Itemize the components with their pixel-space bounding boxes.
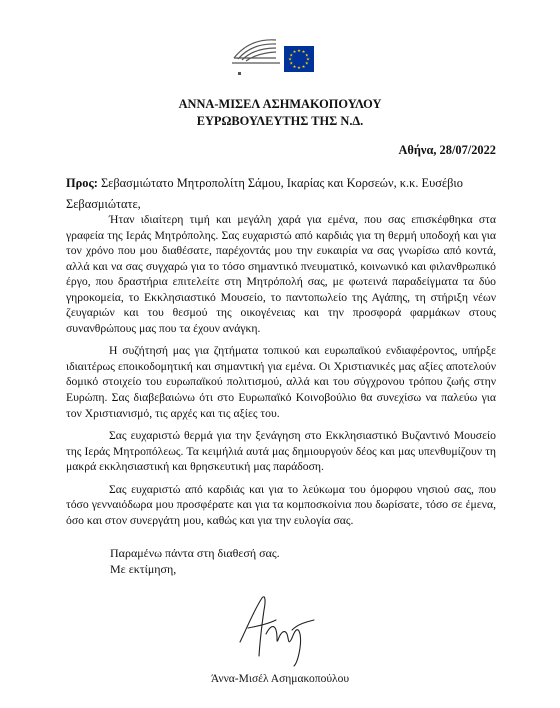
body-paragraph: Σας ευχαριστώ από καρδιάς και για το λεύκωμα του όμορφου νησιού σας, που τόσο γενναιόδωρα μου προσφέρατε και για τα κομποσκοίνια που δωρίσατε, τόσο σε έμενα, όσο και στον συνεργάτη μου, καθώς και για την ευλογία σας. [66,482,496,527]
body-paragraph: Ήταν ιδιαίτερη τιμή και μεγάλη χαρά για εμένα, που σας επισκέφθηκα στα γραφεία της Ιεράς Μητρόπολης. Σας ευχαριστώ από καρδιάς για τη θερμή υποδοχή και για τον χρόνο που μου διαθέσατε, παρέχοντάς μου την ευκαιρία να σας γνωρίσω από κοντά, αλλά και να σας συγχαρώ για το τόσο σημαντικό πνευματικό, κοινωνικό και φιλανθρωπικό έργο, που δραστήρια επιτελείτε στη Μητρόπολή σας, με φωτεινά παραδείγματα τα δύο γηροκομεία, το Εκκλησιαστικό Μουσείο, το παντοπωλείο της Αγάπης, τη στήριξη νέων ζευγαριών και του θεσμού της οικογένειας και την προσφορά φαρμάκων στους συνανθρώπους μας που τα έχουν ανάγκη. [66,213,496,335]
handwritten-signature-icon [232,590,342,668]
closing-line-1: Παραμένω πάντα στη διαθεσή σας. [110,546,280,560]
svg-text:★: ★ [292,64,297,69]
letter-body [66,212,496,535]
svg-text:★: ★ [297,48,301,53]
signatory-name: Άννα-Μισέλ Ασημακοπούλου [210,673,350,685]
svg-text:★: ★ [288,56,292,62]
body-paragraph: Σας ευχαριστώ θερμά για την ξενάγηση στο Εκκλησιαστικό Βυζαντινό Μουσείο της Ιεράς Μητροπόλεως. Τα κειμήλιά αυτά μας δημιουργούν δέος και μας υπενθυμίζουν τη μακρά εκκλησιαστική και θρησκευτική μας παράδοση. [66,429,496,474]
letter-date: Αθήνα, 28/07/2022 [398,143,496,157]
svg-text:★: ★ [306,56,310,62]
closing-line-2: Με εκτίμηση, [110,562,177,576]
recipient-value: Σεβασμιώτατο Μητροπολίτη Σάμου, Ικαρίας και Κορσεών, κ.κ. Ευσέβιο [100,176,463,190]
svg-text:★: ★ [301,49,306,55]
author-block [0,96,560,130]
svg-text:★: ★ [301,64,306,69]
european-parliament-logo-icon [230,28,330,80]
author-title: ΕΥΡΩΒΟΥΛΕΥΤΗΣ ΤΗΣ Ν.Δ. [196,114,364,128]
closing-block [110,545,280,577]
svg-text:★: ★ [304,52,309,58]
svg-text:★: ★ [304,60,309,66]
body-paragraph: Η συζήτησή μας για ζητήματα τοπικού και ευρωπαϊκού ενδιαφέροντος, υπήρξε ιδιαιτέρως εποικοδομητική και σημαντική για εμένα. Οι Χριστιανικές μας αξίες αποτελούν δομικό στοιχείο του ευρωπαϊκού πολιτισμού, αλλά και του σύγχρονου τρόπου ζωής στην Ευρώπη. Σας διαβεβαιώνω ότι στο Ευρωπαϊκό Κοινοβούλιο θα συνεχίσω να παλεύω για τον Χριστιανισμό, τις αρχές και τις αξίες του. [66,344,496,420]
eu-flag-icon [284,46,314,72]
svg-text:★: ★ [292,49,297,55]
recipient-line [66,176,506,191]
svg-text:★: ★ [289,60,294,66]
author-name: ΑΝΝΑ-ΜΙΣΕΛ ΑΣΗΜΑΚΟΠΟΥΛΟΥ [178,97,382,111]
salutation: Σεβασμιώτατε, [66,197,141,211]
svg-text:★: ★ [297,65,301,71]
svg-text:★: ★ [289,52,294,58]
recipient-label: Προς: [66,176,98,190]
